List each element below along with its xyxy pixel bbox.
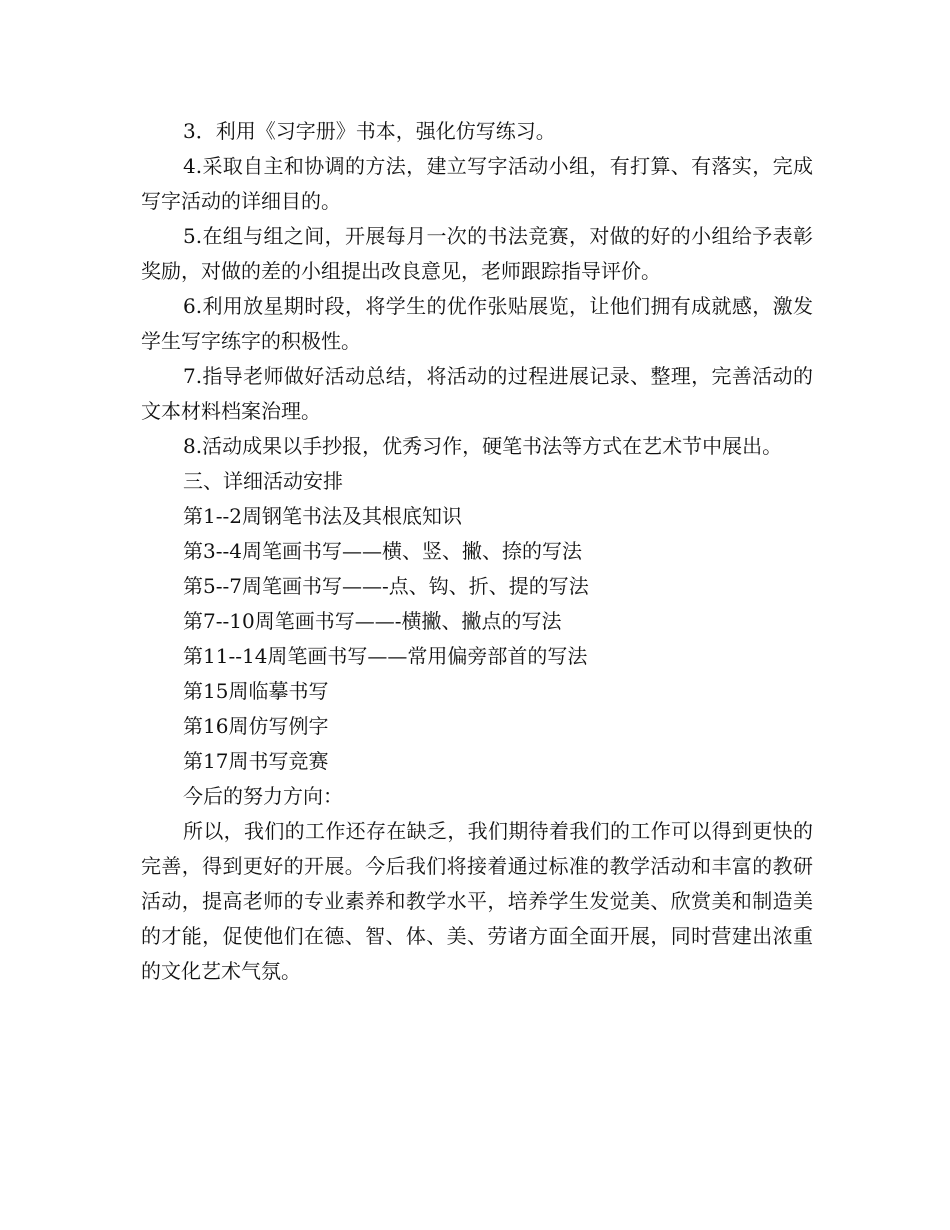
schedule-item-week-15: 第15周临摹书写 — [183, 679, 329, 703]
document-body — [141, 114, 813, 989]
schedule-item-week-7-10: 第7--10周笔画书写——-横撇、撇点的写法 — [183, 609, 562, 633]
schedule-item-week-5-7: 第5--7周笔画书写——-点、钩、折、提的写法 — [183, 574, 589, 598]
future-direction-paragraph: 所以，我们的工作还存在缺乏，我们期待着我们的工作可以得到更快的完善，得到更好的开展。今后我们将接着通过标准的教学活动和丰富的教研活动，提高老师的专业素养和教学水平，培养学生发觉美、欣赏美和制造美的才能，促使他们在德、智、体、美、劳诸方面全面开展，同时营建出浓重的文化艺术气氛。 — [141, 819, 813, 983]
schedule-item-week-11-14: 第11--14周笔画书写——常用偏旁部首的写法 — [183, 644, 588, 668]
section-heading-activity-schedule: 三、详细活动安排 — [183, 469, 343, 493]
schedule-item-week-17: 第17周书写竞赛 — [183, 749, 329, 773]
schedule-item-week-3-4: 第3--4周笔画书写——横、竖、撇、捺的写法 — [183, 539, 582, 563]
paragraph-item-5: 5.在组与组之间，开展每月一次的书法竞赛，对做的好的小组给予表彰奖励，对做的差的小组提出改良意见，老师跟踪指导评价。 — [141, 224, 813, 283]
paragraph-item-7: 7.指导老师做好活动总结，将活动的过程进展记录、整理，完善活动的文本材料档案治理。 — [141, 364, 813, 423]
paragraph-item-6: 6.利用放星期时段，将学生的优作张贴展览，让他们拥有成就感，激发学生写字练字的积极性。 — [141, 294, 813, 353]
paragraph-item-4: 4.采取自主和协调的方法，建立写字活动小组，有打算、有落实，完成写字活动的详细目的。 — [141, 154, 813, 213]
schedule-item-week-1-2: 第1--2周钢笔书法及其根底知识 — [183, 504, 462, 528]
future-direction-heading: 今后的努力方向： — [183, 784, 343, 808]
paragraph-item-3: 3．利用《习字册》书本，强化仿写练习。 — [183, 119, 556, 143]
schedule-item-week-16: 第16周仿写例字 — [183, 714, 329, 738]
paragraph-item-8: 8.活动成果以手抄报，优秀习作，硬笔书法等方式在艺术节中展出。 — [183, 434, 783, 458]
